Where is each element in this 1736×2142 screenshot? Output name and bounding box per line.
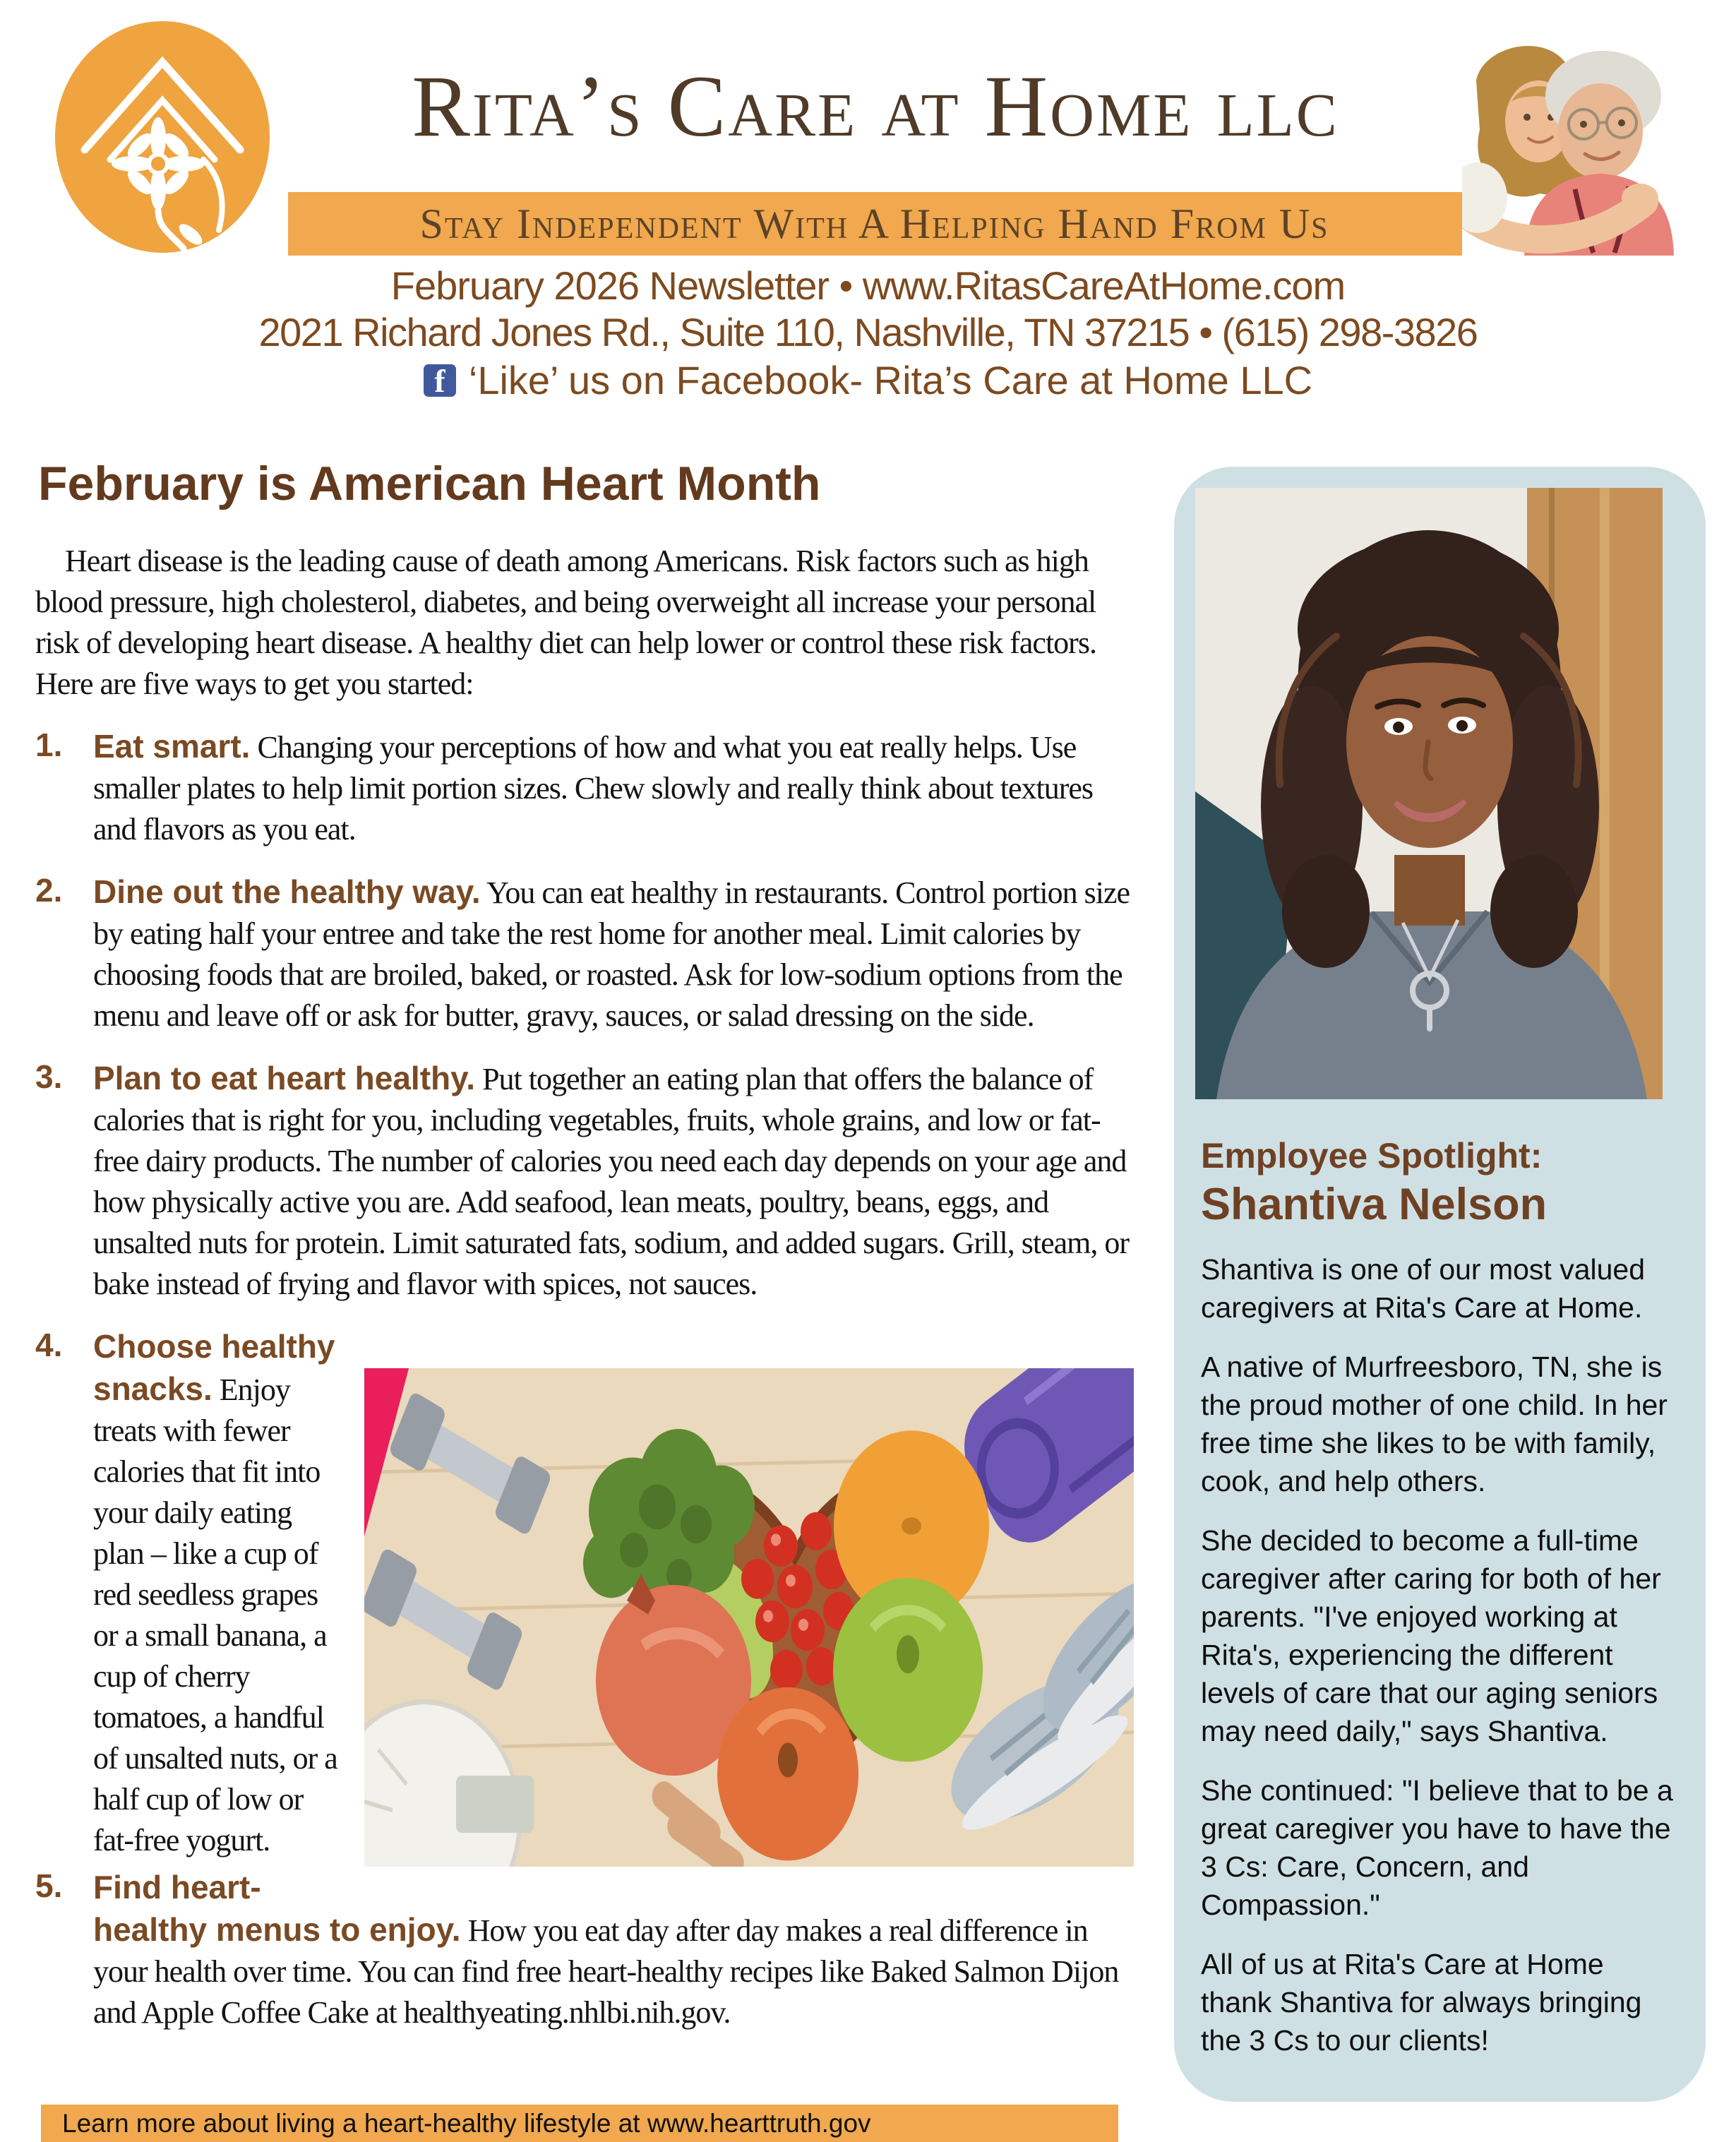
heart-bowl-illustration bbox=[364, 1368, 1134, 1867]
shantiva-portrait-illustration bbox=[1195, 488, 1663, 1099]
employee-spotlight-panel bbox=[1174, 467, 1706, 2102]
spotlight-paragraph: A native of Murfreesboro, TN, she is the proud mother of one child. In her free time she likes to be with family, cook, and help others. bbox=[1201, 1351, 1668, 1497]
brand-logo bbox=[52, 18, 273, 256]
spotlight-paragraph: All of us at Rita's Care at Home thank Shantiva for always bringing the 3 Cs to our clients! bbox=[1201, 1948, 1642, 2057]
spotlight-paragraph: She continued: "I believe that to be a great caregiver you have to have the 3 Cs: Care, Concern, and Compassion." bbox=[1201, 1774, 1673, 1921]
tip-body: Enjoy treats with fewer calories that fit into your daily eating plan – like a cup of red seedless grapes or a small banana, a cup of cherry tomatoes, a handful of unsalted nuts, or a half cup of low or fat-free yogurt. bbox=[93, 1372, 337, 1857]
tip-body: Changing your perceptions of how and what you eat really helps. Use smaller plates to help limit portion sizes. Chew slowly and really think about textures and flavors as you eat. bbox=[93, 730, 1094, 846]
caregiver-hug-photo bbox=[1462, 38, 1674, 256]
tip-number: 1. bbox=[35, 726, 63, 763]
tip-item-2 bbox=[35, 871, 1134, 1036]
address-line: 2021 Richard Jones Rd., Suite 110, Nashville, TN 37215 • (615) 298-3826 bbox=[258, 310, 1478, 354]
tip-body: You can eat healthy in restaurants. Control portion size by eating half your entree and take the rest home for another meal. Limit calories by choosing foods that are broiled, baked, or roasted. Ask for low-sodium options from the menu and leave off or ask for butter, gravy, sauces, or salad dressing on the side. bbox=[93, 875, 1130, 1033]
brand-tagline: Stay Independent With A Helping Hand From Us bbox=[419, 201, 1329, 247]
tip-number: 2. bbox=[35, 872, 63, 909]
contact-block bbox=[0, 263, 1736, 404]
spotlight-paragraph: She decided to become a full-time caregiver after caring for both of her parents. "I've enjoyed working at Rita's, experiencing the different levels of care that our aging seniors may need daily," says Shantiva. bbox=[1201, 1524, 1661, 1747]
footer-text: Learn more about living a heart-healthy lifestyle at www.hearttruth.gov bbox=[62, 2109, 871, 2138]
house-flower-icon bbox=[52, 18, 273, 256]
tip-item-5 bbox=[35, 1867, 1134, 2033]
tip-lead: Dine out the healthy way. bbox=[93, 873, 481, 910]
tip-lead: Find heart-healthy menus to enjoy. bbox=[93, 1869, 461, 1948]
facebook-icon[interactable]: f bbox=[424, 364, 456, 397]
tip-item-4 bbox=[35, 1326, 1134, 1861]
article-intro: Heart disease is the leading cause of death among Americans. Risk factors such as high blood pressure, high cholesterol, diabetes, and being overweight all increase your personal risk of developing heart disease. A healthy diet can help lower or control these risk factors. Here are five ways to get you started: bbox=[35, 544, 1096, 701]
tip-body: How you eat day after day makes a real difference in your health over time. You can find free heart-healthy recipes like Baked Salmon Dijon and Apple Coffee Cake at healthyeating.nhlbi.nih.gov. bbox=[93, 1913, 1119, 2030]
spotlight-label: Employee Spotlight: bbox=[1201, 1136, 1543, 1175]
tip-body: Put together an eating plan that offers the balance of calories that is right for you, including vegetables, fruits, whole grains, and low or fat-free dairy products. The number of calories you need each day depends on your age and how physically active you are. Add seafood, lean meats, poultry, beans, eggs, and unsalted nuts for protein. Limit saturated fats, sodium, and added sugars. Grill, steam, or bake instead of frying and flavor with spices, not sauces. bbox=[93, 1062, 1130, 1301]
employee-photo bbox=[1195, 488, 1663, 1099]
facebook-row bbox=[0, 357, 1736, 404]
tip-lead: Eat smart. bbox=[93, 728, 251, 765]
article-title: February is American Heart Month bbox=[38, 457, 821, 510]
header-photo bbox=[1462, 38, 1674, 256]
brand-wordmark: Rita’s Care at Home llc bbox=[412, 58, 1339, 155]
facebook-line: ‘Like’ us on Facebook- Rita’s Care at Home LLC bbox=[468, 358, 1313, 402]
food-photo bbox=[364, 1368, 1134, 1867]
tip-lead: Plan to eat heart healthy. bbox=[93, 1060, 476, 1096]
spotlight-paragraph: Shantiva is one of our most valued caregivers at Rita's Care at Home. bbox=[1201, 1253, 1646, 1324]
newsletter-line: February 2026 Newsletter • www.RitasCareAtHome.com bbox=[390, 263, 1346, 308]
tip-lead: Choose healthy snacks. bbox=[93, 1328, 335, 1407]
tip-number: 4. bbox=[35, 1327, 63, 1363]
heart-month-article bbox=[35, 457, 1134, 2033]
tip-item-3 bbox=[35, 1058, 1134, 1305]
tip-number: 5. bbox=[35, 1867, 63, 1904]
footer-banner bbox=[41, 2105, 1118, 2142]
tip-number: 3. bbox=[35, 1058, 63, 1095]
spotlight-name: Shantiva Nelson bbox=[1201, 1180, 1548, 1229]
tip-item-1 bbox=[35, 726, 1134, 850]
